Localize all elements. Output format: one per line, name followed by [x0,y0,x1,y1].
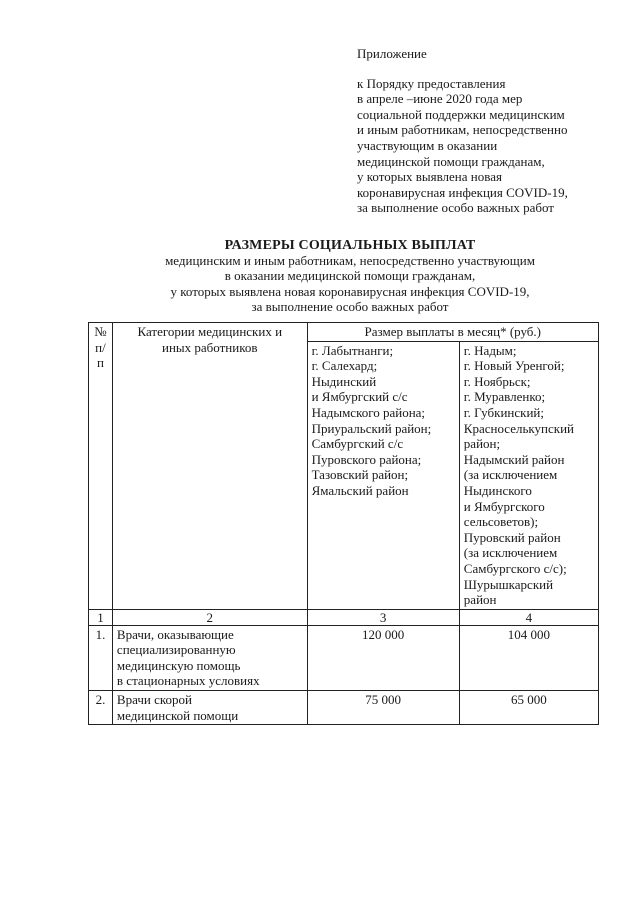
header-number-line: № [94,324,107,339]
subtitle-line: медицинским и иным работникам, непосредственно участвующим [165,253,535,268]
region-a-line: Надымского района; [311,404,426,420]
payments-table [88,322,599,725]
region-b-line: район [463,592,497,608]
region-b-line: г. Надым; [463,342,517,358]
category-line: Врачи скорой [116,692,192,708]
region-a-line: и Ямбургский с/с [311,389,408,405]
row-category [112,691,307,725]
subtitle-line: в оказании медицинской помощи гражданам, [224,268,476,284]
appendix-line: у которых выявлена новая [357,169,502,185]
region-b-cell [459,341,598,609]
region-b-line: Пуровский район [463,529,561,545]
region-a-line: Ныдинский [311,373,377,389]
category-line: в стационарных условиях [116,673,260,689]
category-line: специализированную [116,642,236,658]
category-line: медицинскую помощь [116,657,241,673]
subtitle-line: у которых выявлена новая коронавирусная инфекция COVID-19, [170,283,530,299]
region-b-line: г. Ноябрьск; [463,373,531,389]
column-number: 1 [89,609,113,625]
region-b-line: Ныдинского [463,482,532,498]
row-number: 2. [89,691,113,725]
appendix-line: коронавирусная инфекция COVID-19, [357,184,568,200]
region-a-line: г. Лабытнанги; [311,342,394,358]
appendix-line: социальной поддержки медицинским [357,106,565,122]
region-b-line: г. Новый Уренгой; [463,358,565,374]
header-category-line: Категории медицинских и [137,324,283,339]
region-a-line: Самбургский с/с [311,436,404,452]
region-a-line: Тазовский район; [311,467,409,483]
header-amount: Размер выплаты в месяц* (руб.) [307,323,598,342]
column-number: 2 [112,609,307,625]
amount-region-a: 120 000 [307,625,459,690]
region-b-line: Самбургского с/с); [463,560,567,576]
table-row [89,625,599,690]
appendix-title: Приложение [357,46,427,61]
document-title: РАЗМЕРЫ СОЦИАЛЬНЫХ ВЫПЛАТ [224,238,476,253]
region-a-line: Приуральский район; [311,420,432,436]
table-header-row [89,323,599,342]
region-b-line: (за исключением [463,467,558,483]
region-b-line: Надымский район [463,451,565,467]
header-number [89,323,113,610]
region-b-line: сельсоветов); [463,514,539,530]
appendix-line: за выполнение особо важных работ [357,200,554,216]
column-number: 3 [307,609,459,625]
region-b-line: Красноселькупский [463,420,574,436]
amount-region-b: 65 000 [459,691,598,725]
region-a-cell [307,341,459,609]
appendix-block [357,46,627,216]
subtitle-line: за выполнение особо важных работ [251,299,449,315]
appendix-line: и иным работникам, непосредственно [357,122,568,138]
column-numbering-row [89,609,599,625]
region-a-line: Пуровского района; [311,451,422,467]
region-b-line: Шурышкарский [463,576,554,592]
region-b-line: г. Муравленко; [463,389,546,405]
column-number: 4 [459,609,598,625]
appendix-line: участвующим в оказании [357,137,498,153]
amount-region-a: 75 000 [307,691,459,725]
category-line: медицинской помощи [116,707,239,723]
table-row [89,691,599,725]
region-b-line: район; [463,436,501,452]
category-line: Врачи, оказывающие [116,626,234,642]
region-a-line: Ямальский район [311,482,409,498]
header-number-line: п/п [95,339,106,371]
region-b-line: г. Губкинский; [463,404,544,420]
row-category [112,625,307,690]
appendix-line: медицинской помощи гражданам, [357,153,545,169]
document-subtitle [80,253,620,315]
region-b-line: и Ямбургского [463,498,545,514]
appendix-line: в апреле –июне 2020 года мер [357,91,523,107]
header-category-line: иных работников [161,339,258,355]
amount-region-b: 104 000 [459,625,598,690]
region-a-line: г. Салехард; [311,358,378,374]
header-category [112,323,307,610]
region-b-line: (за исключением [463,545,558,561]
row-number: 1. [89,625,113,690]
appendix-line: к Порядку предоставления [357,75,506,91]
